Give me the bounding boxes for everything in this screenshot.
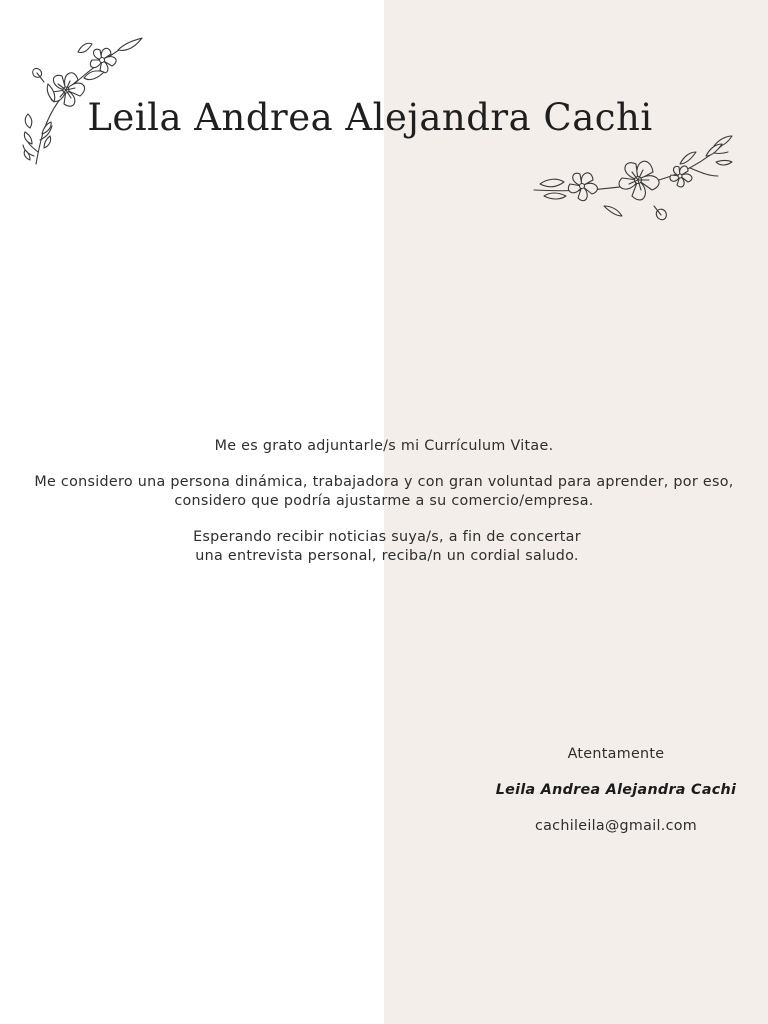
letter-paragraph-profile: Me considero una persona dinámica, trabajadora y con gran voluntad para aprender, por eso, considero que podría ajustarme a su comercio/empresa. (34, 474, 734, 509)
floral-cluster-icon (530, 132, 735, 237)
letter-paragraph-closing: Esperando recibir noticias suya/s, a fin de concertar una entrevista personal, reciba/n un cordial saludo. (193, 529, 581, 564)
letter-body (0, 437, 768, 583)
signature-block (474, 745, 758, 836)
letter-paragraph-intro: Me es grato adjuntarle/s mi Currículum Vitae. (214, 438, 554, 454)
closing-text: Atentamente (567, 746, 665, 762)
page-title: Leila Andrea Alejandra Cachi (87, 96, 653, 139)
signature-email: cachileila@gmail.com (534, 818, 698, 834)
signature-name: Leila Andrea Alejandra Cachi (495, 782, 737, 798)
